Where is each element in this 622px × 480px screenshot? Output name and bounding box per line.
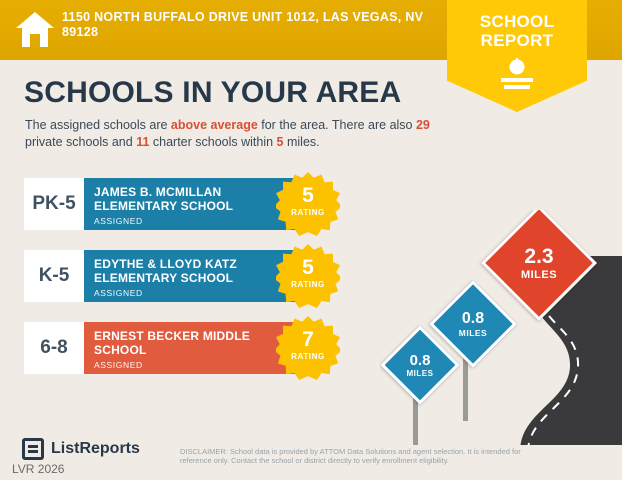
rating-label: RATING: [291, 280, 325, 289]
summary-private-count: 29: [415, 118, 430, 132]
summary-part-5: miles.: [283, 135, 320, 149]
page-title: SCHOOLS IN YOUR AREA: [24, 76, 402, 109]
school-info: [84, 178, 306, 230]
rating-value: 7: [302, 328, 314, 351]
distance-value: 0.8: [409, 351, 431, 369]
rating-value: 5: [302, 184, 314, 207]
school-info: [84, 250, 306, 302]
property-address: 1150 NORTH BUFFALO DRIVE UNIT 1012, LAS VEGAS, NV 89128: [62, 10, 424, 39]
rating-label: RATING: [291, 352, 325, 361]
distance-unit: MILES: [406, 368, 434, 378]
badge-title: [447, 12, 587, 50]
summary-emphasis-rating: above average: [170, 118, 258, 132]
school-report-badge: [447, 0, 587, 112]
disclaimer-text: DISCLAIMER: School data is provided by ATTOM Data Solutions and agent selection. It is intended for reference only. Contact the school or district directly to verify enrollment eligibility.: [180, 447, 521, 465]
listreports-mark-icon: [22, 438, 44, 460]
distance-unit: MILES: [520, 268, 558, 281]
badge-title-line1: SCHOOL: [479, 12, 555, 31]
badge-title-line2: REPORT: [480, 31, 554, 50]
summary-part-4: charter schools within: [149, 135, 277, 149]
summary-text: [25, 117, 445, 151]
school-status: ASSIGNED: [94, 360, 143, 370]
distance-value: 2.3: [524, 244, 554, 268]
distance-unit: MILES: [458, 327, 488, 338]
road-illustration: [380, 210, 622, 445]
grade-range: 6-8: [24, 322, 84, 374]
listing-code: LVR 2026: [12, 462, 65, 476]
listreports-logo: [22, 438, 140, 460]
school-status: ASSIGNED: [94, 288, 143, 298]
summary-charter-count: 11: [136, 135, 150, 149]
school-name: ERNEST BECKER MIDDLE SCHOOL: [94, 329, 251, 357]
grade-range: K-5: [24, 250, 84, 302]
school-name: JAMES B. MCMILLAN ELEMENTARY SCHOOL: [94, 185, 234, 213]
rating-label: RATING: [291, 208, 325, 217]
summary-part-2: for the area. There are also: [257, 118, 416, 132]
distance-value: 0.8: [461, 309, 485, 327]
summary-part-3: private schools and: [25, 135, 137, 149]
rating-badge: [276, 316, 340, 380]
school-info: [84, 322, 306, 374]
rating-badge: [276, 244, 340, 308]
home-icon: [14, 10, 56, 50]
rating-value: 5: [302, 256, 314, 279]
grade-range: PK-5: [24, 178, 84, 230]
school-name: EDYTHE & LLOYD KATZ ELEMENTARY SCHOOL: [94, 257, 237, 285]
school-status: ASSIGNED: [94, 216, 143, 226]
summary-radius-miles: 5: [276, 135, 284, 149]
brand-name: ListReports: [51, 440, 140, 457]
apple-on-books-icon: [493, 58, 541, 92]
rating-badge: [276, 172, 340, 236]
summary-part-1: The assigned schools are: [25, 118, 171, 132]
